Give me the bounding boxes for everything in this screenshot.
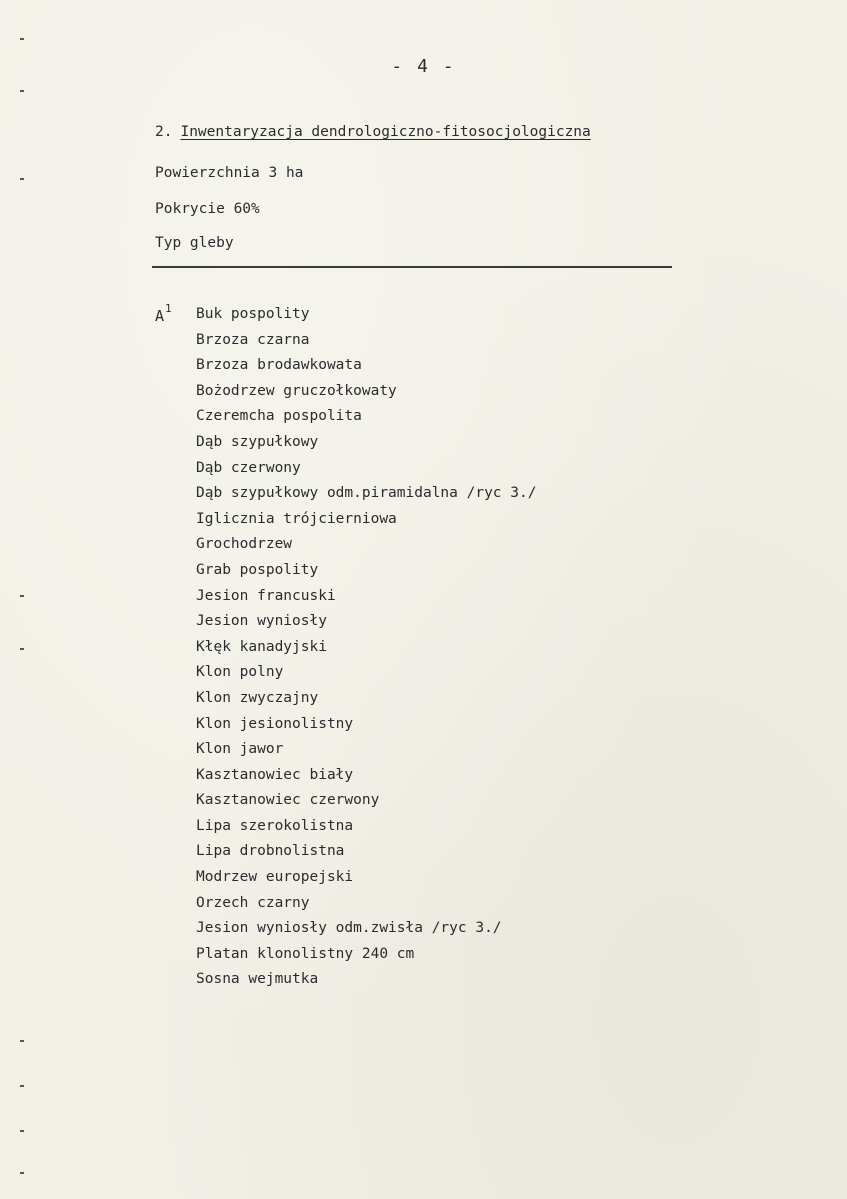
species-item: Kasztanowiec czerwony bbox=[196, 792, 380, 809]
species-item: Bożodrzew gruczołkowaty bbox=[196, 382, 397, 399]
section-heading bbox=[155, 122, 591, 142]
list-marker bbox=[155, 302, 172, 326]
species-item: Klon polny bbox=[196, 664, 284, 681]
species-list bbox=[196, 302, 536, 993]
section-number: 2. bbox=[155, 124, 173, 140]
species-item: Modrzew europejski bbox=[196, 869, 354, 886]
species-item: Dąb czerwony bbox=[196, 459, 301, 476]
species-item: Buk pospolity bbox=[196, 306, 310, 322]
species-item: Jesion francuski bbox=[196, 587, 336, 604]
species-item: Grochodrzew bbox=[196, 536, 293, 553]
list-marker-superscript: 1 bbox=[165, 302, 172, 315]
species-item: Lipa szerokolistna bbox=[196, 817, 354, 834]
species-item: Kasztanowiec biały bbox=[196, 766, 354, 783]
divider-line bbox=[152, 266, 672, 268]
species-item: Klon jesionolistny bbox=[196, 715, 354, 732]
species-item: Czeremcha pospolita bbox=[196, 408, 362, 425]
species-item: Jesion wyniosły odm.zwisła /ryc 3./ bbox=[196, 920, 502, 937]
species-item: Klon jawor bbox=[196, 741, 284, 758]
species-item: Klon zwyczajny bbox=[196, 689, 319, 706]
species-item: Orzech czarny bbox=[196, 894, 310, 911]
species-item: Brzoza czarna bbox=[196, 331, 310, 348]
area-line: Powierzchnia 3 ha bbox=[155, 165, 304, 181]
species-item: Brzoza brodawkowata bbox=[196, 357, 362, 374]
species-item: Lipa drobnolistna bbox=[196, 843, 345, 860]
species-item: Sosna wejmutka bbox=[196, 971, 319, 988]
list-marker-letter: A bbox=[155, 307, 165, 325]
cover-line: Pokrycie 60% bbox=[155, 201, 260, 217]
species-item: Dąb szypułkowy bbox=[196, 433, 319, 450]
soil-type-line: Typ gleby bbox=[155, 235, 234, 251]
species-item: Jesion wyniosły bbox=[196, 613, 327, 630]
species-item: Kłęk kanadyjski bbox=[196, 638, 327, 655]
species-item: Grab pospolity bbox=[196, 561, 319, 578]
page-number: - 4 - bbox=[391, 56, 456, 77]
species-item: Dąb szypułkowy odm.piramidalna /ryc 3./ bbox=[196, 485, 537, 502]
section-title: Inwentaryzacja dendrologiczno-fitosocjologiczna bbox=[180, 124, 591, 140]
species-item: Platan klonolistny 240 cm bbox=[196, 945, 415, 962]
species-item: Iglicznia trójcierniowa bbox=[196, 510, 397, 527]
